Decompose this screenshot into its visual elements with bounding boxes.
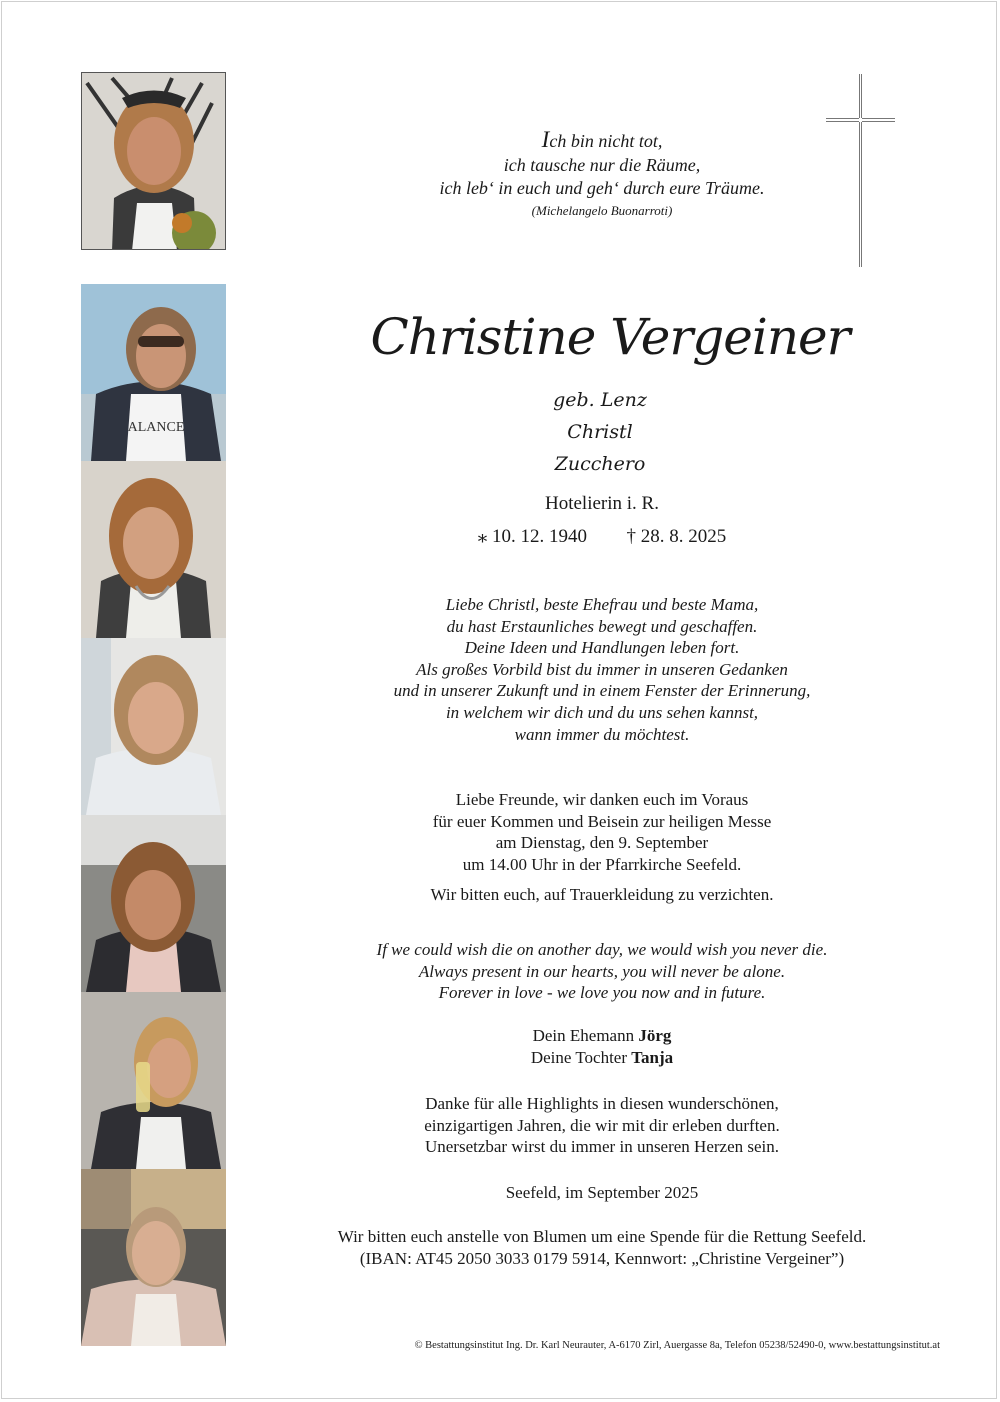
funeral-home-footer: © Bestattungsinstitut Ing. Dr. Karl Neurauter, A-6170 Zirl, Auergasse 8a, Telefon 05238/52490-0, www.bestattungsinstitut.at [414, 1340, 940, 1351]
donation-request [290, 1226, 914, 1269]
poem-line: in welchem wir dich und du uns sehen kannst, [445, 702, 759, 722]
death-date: 28. 8. 2025 [640, 526, 727, 547]
portrait-photo-4 [81, 638, 226, 815]
invitation-line: Liebe Freunde, wir danken euch im Voraus [455, 790, 749, 809]
quote-author: (Michelangelo Buonarroti) [531, 202, 673, 218]
quote-line-3: ich leb‘ in euch und geh‘ durch eure Träume. [439, 178, 765, 198]
daughter-name: Tanja [631, 1048, 674, 1067]
life-dates [300, 524, 904, 550]
poem-line: Deine Ideen und Handlungen leben fort. [464, 638, 740, 658]
invitation-line: um 14.00 Uhr in der Pfarrkirche Seefeld. [462, 854, 742, 874]
portrait-photo-5 [81, 815, 226, 992]
english-tribute [300, 939, 904, 1004]
dress-note: Wir bitten euch, auf Trauerkleidung zu verzichten. [430, 885, 774, 904]
shirt-text: ALANCE [127, 420, 185, 435]
quote-block [300, 128, 904, 221]
poem-line: Liebe Christl, beste Ehefrau und beste Mama, [445, 595, 759, 614]
photo-column [81, 284, 226, 1346]
place-date: Seefeld, im September 2025 [505, 1183, 699, 1202]
death-icon: † [626, 526, 636, 547]
quote-line-1: Ich bin nicht tot, [541, 127, 663, 152]
husband-line: Dein Ehemann Jörg [532, 1026, 672, 1045]
donation-line: Wir bitten euch anstelle von Blumen um eine Spende für die Rettung Seefeld. [337, 1227, 867, 1246]
poem-line: und in unserer Zukunft und in einem Fenster der Erinnerung, [393, 681, 811, 701]
husband-name: Jörg [638, 1026, 672, 1045]
thanks-block [300, 1093, 904, 1158]
birth-icon: ⁎ [477, 526, 488, 547]
daughter-line: Deine Tochter Tanja [530, 1048, 674, 1067]
english-line: Always present in our hearts, you will never be alone. [418, 961, 786, 981]
invitation-line: für euer Kommen und Beisein zur heiligen Messe [432, 811, 772, 831]
thanks-line: einzigartigen Jahren, die wir mit dir erleben durften. [424, 1115, 780, 1135]
mourners [300, 1025, 904, 1069]
poem-line: du hast Erstaunliches bewegt und geschaffen. [446, 616, 758, 636]
cross-joint [859, 118, 862, 122]
birth-name: geb. Lenz [553, 389, 647, 411]
thanks-line: Unersetzbar wirst du immer in unseren Herzen sein. [424, 1137, 780, 1157]
portrait-photo-7 [81, 1169, 226, 1346]
thanks-line: Danke für alle Highlights in diesen wunderschönen, [425, 1094, 779, 1113]
birth-date: 10. 12. 1940 [492, 526, 587, 547]
portrait-photo-3 [81, 461, 226, 638]
portrait-photo-6 [81, 992, 226, 1169]
deceased-name: Christine Vergeiner [370, 308, 850, 366]
portrait-photo-2 [81, 284, 226, 461]
tribute-poem [300, 594, 904, 745]
poem-line: wann immer du möchtest. [514, 724, 690, 744]
donation-line: (IBAN: AT45 2050 3033 0179 5914, Kennwort: „Christine Vergeiner”) [359, 1248, 845, 1268]
invitation [300, 789, 904, 875]
alias: Zucchero [554, 453, 646, 475]
profession: Hotelierin i. R. [545, 493, 659, 514]
nickname: Christl [567, 421, 633, 443]
poem-line: Als großes Vorbild bist du immer in unseren Gedanken [416, 659, 788, 679]
portrait-photo-1 [81, 72, 226, 250]
quote-line-2: ich tausche nur die Räume, [503, 154, 701, 175]
invitation-line: am Dienstag, den 9. September [495, 833, 709, 853]
english-line: Forever in love - we love you now and in future. [438, 983, 766, 1003]
english-line: If we could wish die on another day, we would wish you never die. [376, 940, 828, 959]
